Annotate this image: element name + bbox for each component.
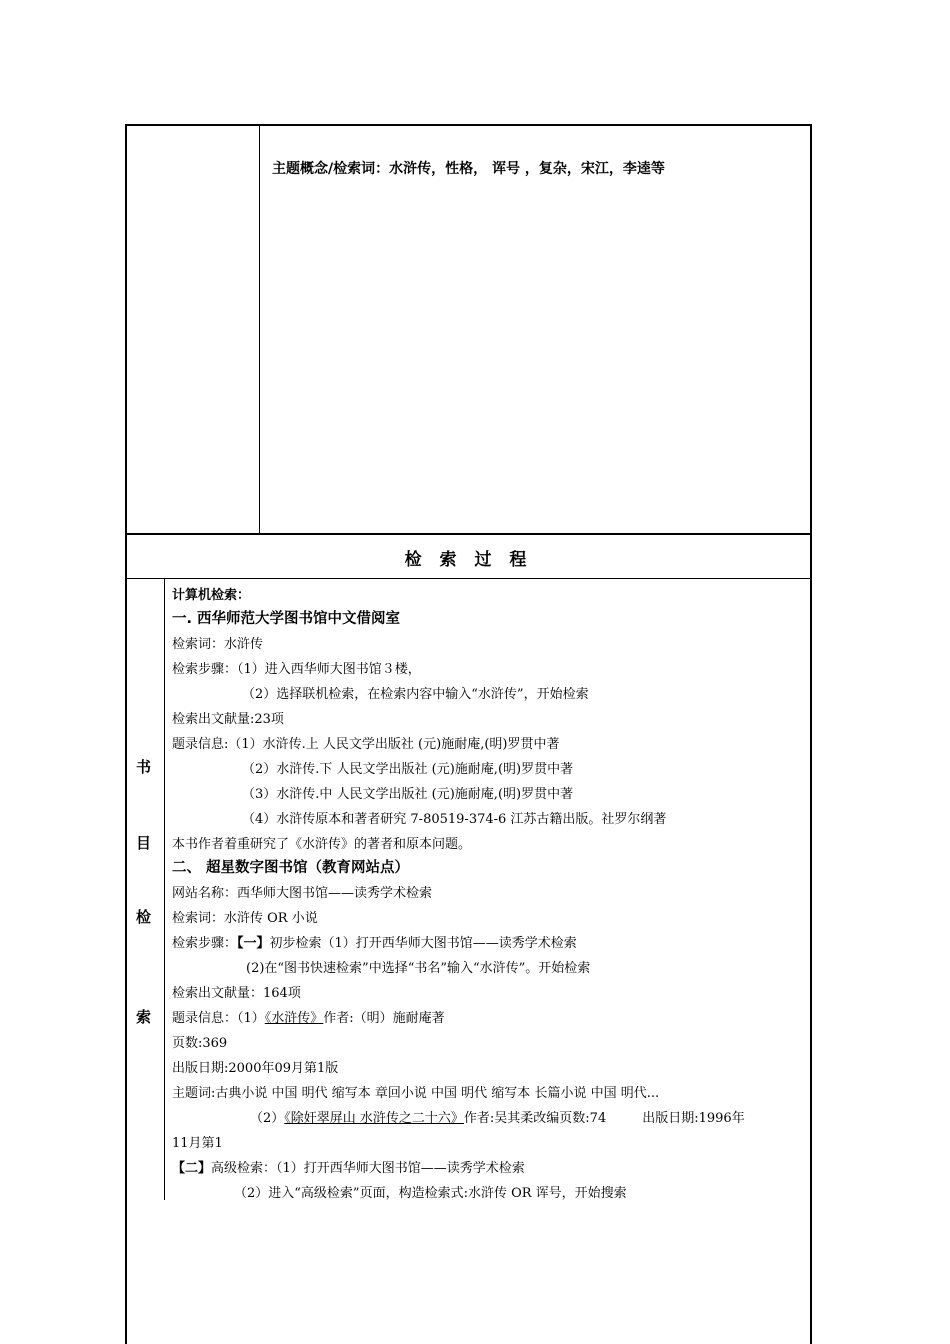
section-one-title: 一. 西华师范大学图书馆中文借阅室 <box>172 611 401 627</box>
text-line: 检索词：水浒传 <box>172 637 264 652</box>
text-line: （4）水浒传原本和著者研究 7-80519-374-6 江苏古籍出版。社罗尔纲著 <box>242 812 667 827</box>
text-span: 作者:（明）施耐庵著 <box>323 1011 445 1026</box>
text-line <box>250 1107 745 1126</box>
book-title-link[interactable]: 《水浒传》 <box>264 1011 324 1026</box>
text-line: 页数:369 <box>172 1036 228 1051</box>
text-line <box>172 932 577 951</box>
book-title-link[interactable]: 《除奸翠屏山 水浒传之二十六》 <box>284 1111 464 1126</box>
side-label-char: 索 <box>136 1008 152 1026</box>
text-line: (2)在“图书快速检索”中选择“书名”输入“水浒传”。开始检索 <box>246 961 591 976</box>
text-span: 题录信息：（1） <box>172 1011 265 1026</box>
text-line: 题录信息:（1）水浒传.上 人民文学出版社 (元)施耐庵,(明)罗贯中著 <box>172 737 560 752</box>
step-marker: 【一】 <box>237 936 270 951</box>
empty-label-cell <box>127 126 260 533</box>
process-heading-row <box>125 533 812 579</box>
text-line: 出版日期:2000年09月第1版 <box>172 1061 339 1076</box>
text-span: 作者:吴其柔改编页数:74 <box>463 1111 607 1126</box>
computer-search-label: 计算机检索： <box>172 588 251 603</box>
text-span: 初步检索（1）打开西华师大图书馆——读秀学术检索 <box>269 936 577 951</box>
text-line: 检索步骤：（1）进入西华师大图书馆３楼， <box>172 662 421 677</box>
section-two-title: 二、 超星数字图书馆（教育网站点） <box>172 860 410 876</box>
text-line: （2）水浒传.下 人民文学出版社 (元)施耐庵,(明)罗贯中著 <box>242 762 574 777</box>
text-line: 11月第1 <box>172 1136 223 1151</box>
side-label-char: 书 <box>136 758 152 776</box>
text-line: 主题词:古典小说 中国 明代 缩写本 章回小说 中国 明代 缩写本 长篇小说 中国 明代... <box>172 1086 660 1101</box>
subject-keywords: 主题概念/检索词：水浒传，性格， 诨号 ，复杂，宋江，李逵等 <box>272 161 665 177</box>
text-line: （2）选择联机检索，在检索内容中输入“水浒传”，开始检索 <box>242 687 589 702</box>
text-line <box>172 1157 525 1176</box>
text-line: 本书作者着重研究了《水浒传》的著者和原本问题。 <box>172 837 472 852</box>
text-span: 检索步骤： <box>172 936 238 951</box>
side-label-char: 目 <box>136 834 152 852</box>
text-line <box>172 1007 445 1026</box>
text-span: （2） <box>250 1111 285 1126</box>
process-heading: 检 索 过 程 <box>404 550 533 570</box>
text-span: 出版日期:1996年 <box>642 1111 745 1126</box>
text-span: 高级检索：（1）打开西华师大图书馆——读秀学术检索 <box>211 1161 525 1176</box>
text-line: （3）水浒传.中 人民文学出版社 (元)施耐庵,(明)罗贯中著 <box>242 787 574 802</box>
text-line: 检索出文献量:23项 <box>172 712 284 727</box>
step-marker: 【二】 <box>172 1161 212 1176</box>
text-line: 检索出文献量：164项 <box>172 986 301 1001</box>
text-line: 网站名称：西华师大图书馆——读秀学术检索 <box>172 886 433 901</box>
text-line: （2）进入“高级检索”页面，构造检索式:水浒传 OR 诨号，开始搜索 <box>234 1186 627 1201</box>
subject-table-block <box>125 124 812 535</box>
side-label-char: 检 <box>136 908 152 926</box>
text-line: 检索词：水浒传 OR 小说 <box>172 911 318 926</box>
process-content <box>125 578 812 1200</box>
